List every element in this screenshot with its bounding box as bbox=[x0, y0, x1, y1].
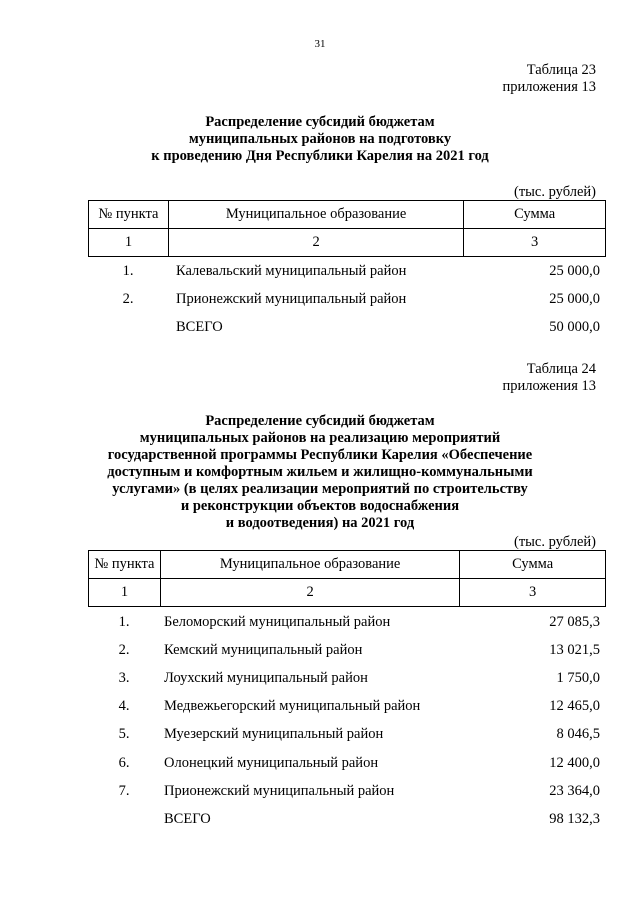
header-cell-number: № пункта bbox=[89, 201, 169, 229]
column-number-cell: 2 bbox=[160, 579, 459, 607]
table-total-row bbox=[88, 319, 600, 339]
row-municipality: Прионежский муниципальный район bbox=[164, 783, 395, 799]
table-row bbox=[88, 670, 600, 690]
column-number-cell: 2 bbox=[168, 229, 463, 257]
title-line: услугами» (в целях реализации мероприятий по строительству bbox=[112, 481, 528, 497]
row-amount: 25 000,0 bbox=[549, 263, 600, 279]
row-municipality: Медвежьегорский муниципальный район bbox=[164, 698, 421, 714]
caption-line: Таблица 24 bbox=[526, 361, 596, 377]
row-number: 2. bbox=[122, 291, 134, 307]
row-amount: 27 085,3 bbox=[549, 614, 600, 630]
title-line: к проведению Дня Республики Карелия на 2021 год bbox=[151, 148, 489, 164]
row-number: 2. bbox=[118, 642, 130, 658]
title-line: доступным и комфортным жильем и жилищно-коммунальными bbox=[107, 464, 533, 480]
row-number: 3. bbox=[118, 670, 130, 686]
caption-line: Таблица 23 bbox=[526, 62, 596, 78]
title-line: Распределение субсидий бюджетам bbox=[205, 413, 435, 429]
title-line: государственной программы Республики Карелия «Обеспечение bbox=[107, 447, 533, 463]
header-cell-number: № пункта bbox=[89, 551, 161, 579]
column-number-cell: 3 bbox=[460, 579, 606, 607]
caption-line: приложения 13 bbox=[502, 378, 596, 394]
title-line: муниципальных районов на подготовку bbox=[188, 131, 452, 147]
table-total-row bbox=[88, 811, 600, 831]
title-line: муниципальных районов на реализацию мероприятий bbox=[139, 430, 501, 446]
row-municipality: Лоухский муниципальный район bbox=[164, 670, 368, 686]
table-row bbox=[88, 263, 600, 283]
table-23-header bbox=[88, 200, 606, 257]
header-cell-municipality: Муниципальное образование bbox=[160, 551, 459, 579]
title-line: и реконструкции объектов водоснабжения bbox=[180, 498, 460, 514]
row-amount: 1 750,0 bbox=[556, 670, 600, 686]
table-23-caption bbox=[503, 62, 596, 96]
table-23-title bbox=[0, 114, 640, 165]
column-number-cell: 3 bbox=[464, 229, 606, 257]
header-cell-amount: Сумма bbox=[464, 201, 606, 229]
row-number: 4. bbox=[118, 698, 130, 714]
row-number: 5. bbox=[118, 726, 130, 742]
header-cell-amount: Сумма bbox=[460, 551, 606, 579]
row-municipality: Прионежский муниципальный район bbox=[176, 291, 407, 307]
table-row bbox=[88, 783, 600, 803]
row-amount: 25 000,0 bbox=[549, 291, 600, 307]
row-amount: 13 021,5 bbox=[549, 642, 600, 658]
column-number-cell: 1 bbox=[89, 229, 169, 257]
table-24-title bbox=[0, 413, 640, 532]
table-row bbox=[88, 726, 600, 746]
row-amount: 8 046,5 bbox=[556, 726, 600, 742]
table-row bbox=[88, 755, 600, 775]
table-row bbox=[88, 642, 600, 662]
row-total-label: ВСЕГО bbox=[176, 319, 223, 335]
header-cell-municipality: Муниципальное образование bbox=[168, 201, 463, 229]
table-row bbox=[88, 614, 600, 634]
title-line: Распределение субсидий бюджетам bbox=[205, 114, 435, 130]
column-number-cell: 1 bbox=[89, 579, 161, 607]
row-municipality: Муезерский муниципальный район bbox=[164, 726, 384, 742]
table-row bbox=[88, 698, 600, 718]
row-amount: 12 400,0 bbox=[549, 755, 600, 771]
row-municipality: Калевальский муниципальный район bbox=[176, 263, 407, 279]
row-number: 1. bbox=[122, 263, 134, 279]
table-24-header bbox=[88, 550, 606, 607]
row-municipality: Кемский муниципальный район bbox=[164, 642, 363, 658]
row-number: 6. bbox=[118, 755, 130, 771]
row-total-label: ВСЕГО bbox=[164, 811, 211, 827]
table-24-caption bbox=[503, 361, 596, 395]
table-row bbox=[88, 291, 600, 311]
units-label: (тыс. рублей) bbox=[514, 184, 596, 200]
units-label: (тыс. рублей) bbox=[514, 534, 596, 550]
row-number: 7. bbox=[118, 783, 130, 799]
row-total-amount: 98 132,3 bbox=[549, 811, 600, 827]
row-amount: 23 364,0 bbox=[549, 783, 600, 799]
caption-line: приложения 13 bbox=[502, 79, 596, 95]
page-number: 31 bbox=[314, 38, 326, 50]
row-number: 1. bbox=[118, 614, 130, 630]
title-line: и водоотведения) на 2021 год bbox=[225, 515, 415, 531]
row-total-amount: 50 000,0 bbox=[549, 319, 600, 335]
row-municipality: Олонецкий муниципальный район bbox=[164, 755, 379, 771]
row-amount: 12 465,0 bbox=[549, 698, 600, 714]
row-municipality: Беломорский муниципальный район bbox=[164, 614, 391, 630]
